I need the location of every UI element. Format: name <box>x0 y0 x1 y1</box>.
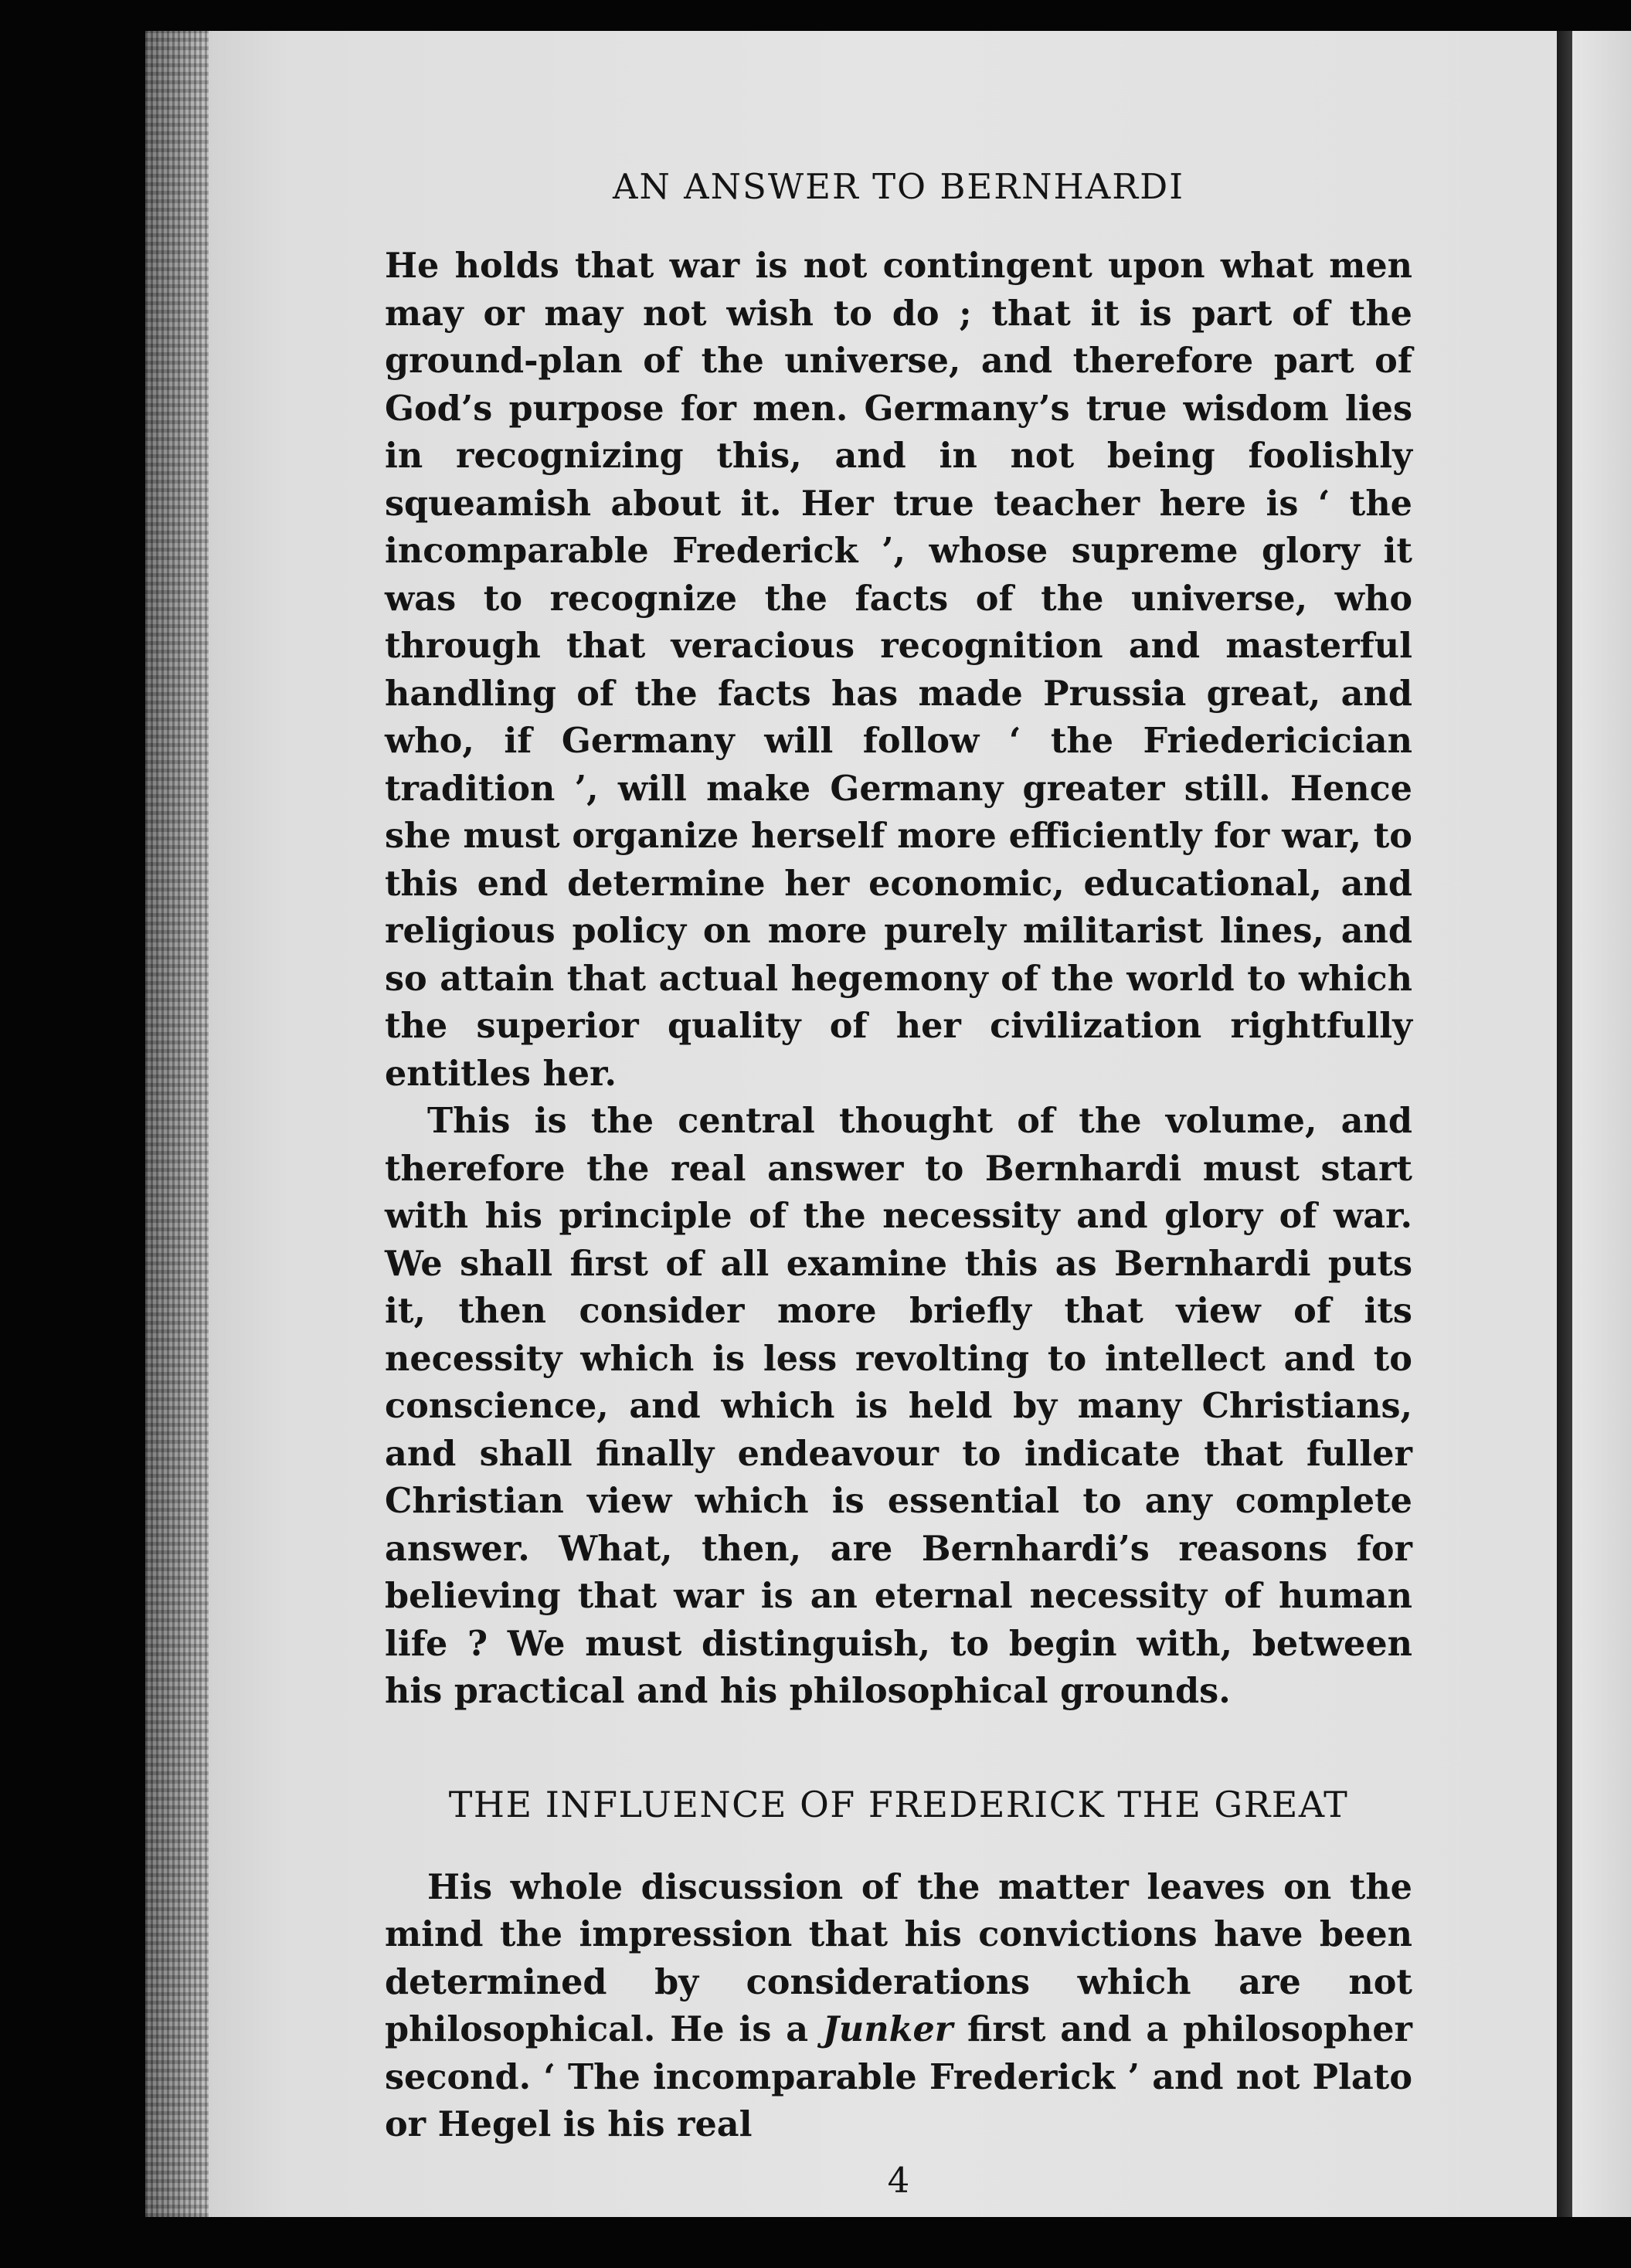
book-spine <box>145 31 219 2217</box>
paragraph-2: This is the central thought of the volume, and therefore the real answer to Bernhardi must start with his principle of the necessity and glory of war. We shall first of all examine this as Bernhardi puts it, then consider more briefly that view of its necessity which is less revolting to intellect and to conscience, and which is held by many Christians, and shall finally endeavour to indicate that fuller Christian view which is essential to any complete answer. What, then, are Bernhardi’s reasons for believing that war is an eternal necessity of human life ? We must distinguish, to begin with, between his practical and his philosophical grounds. <box>385 1101 1412 1711</box>
section-heading: THE INFLUENCE OF FREDERICK THE GREAT <box>448 1783 1349 1825</box>
running-head: AN ANSWER TO BERNHARDI <box>612 166 1185 207</box>
paragraph-1: He holds that war is not contingent upon what men may or may not wish to do ; that it is part of the ground-plan of the universe, and therefore part of God’s purpose for men. Germany’s true wisdom lies in recognizing this, and in not being foolishly squeamish about it. Her true teacher here is ‘ the incomparable Frederick ’, whose supreme glory it was to recognize the facts of the universe, who through that veracious recognition and masterful handling of the facts has made Prussia great, and who, if Germany will follow ‘ the Friedericician tradition ’, will make Germany greater still. Hence she must organize herself more efficiently for war, to this end determine her economic, educational, and religious policy on more purely militarist lines, and so attain that actual hegemony of the world to which the superior quality of her civilization rightfully entitles her. <box>385 246 1412 1094</box>
paragraph-3-italic-word: Junker <box>822 2009 953 2049</box>
facing-page-edge <box>1572 31 1631 2217</box>
paragraph-3-text-end: first and a philosopher second. ‘ The incomparable Frederick ’ and not Plato or Hegel is his real <box>385 2009 1412 2144</box>
page-number: 4 <box>887 2159 910 2201</box>
page-edge-shadow <box>1557 31 1572 2217</box>
page-content <box>385 166 1412 2201</box>
paragraph-3 <box>385 1864 1412 2149</box>
paragraph-3-text-start: His whole discussion of the matter leaves on the mind the impression that his convictions have been determined by considerations which are not philosophical. He is a <box>385 1866 1412 2049</box>
